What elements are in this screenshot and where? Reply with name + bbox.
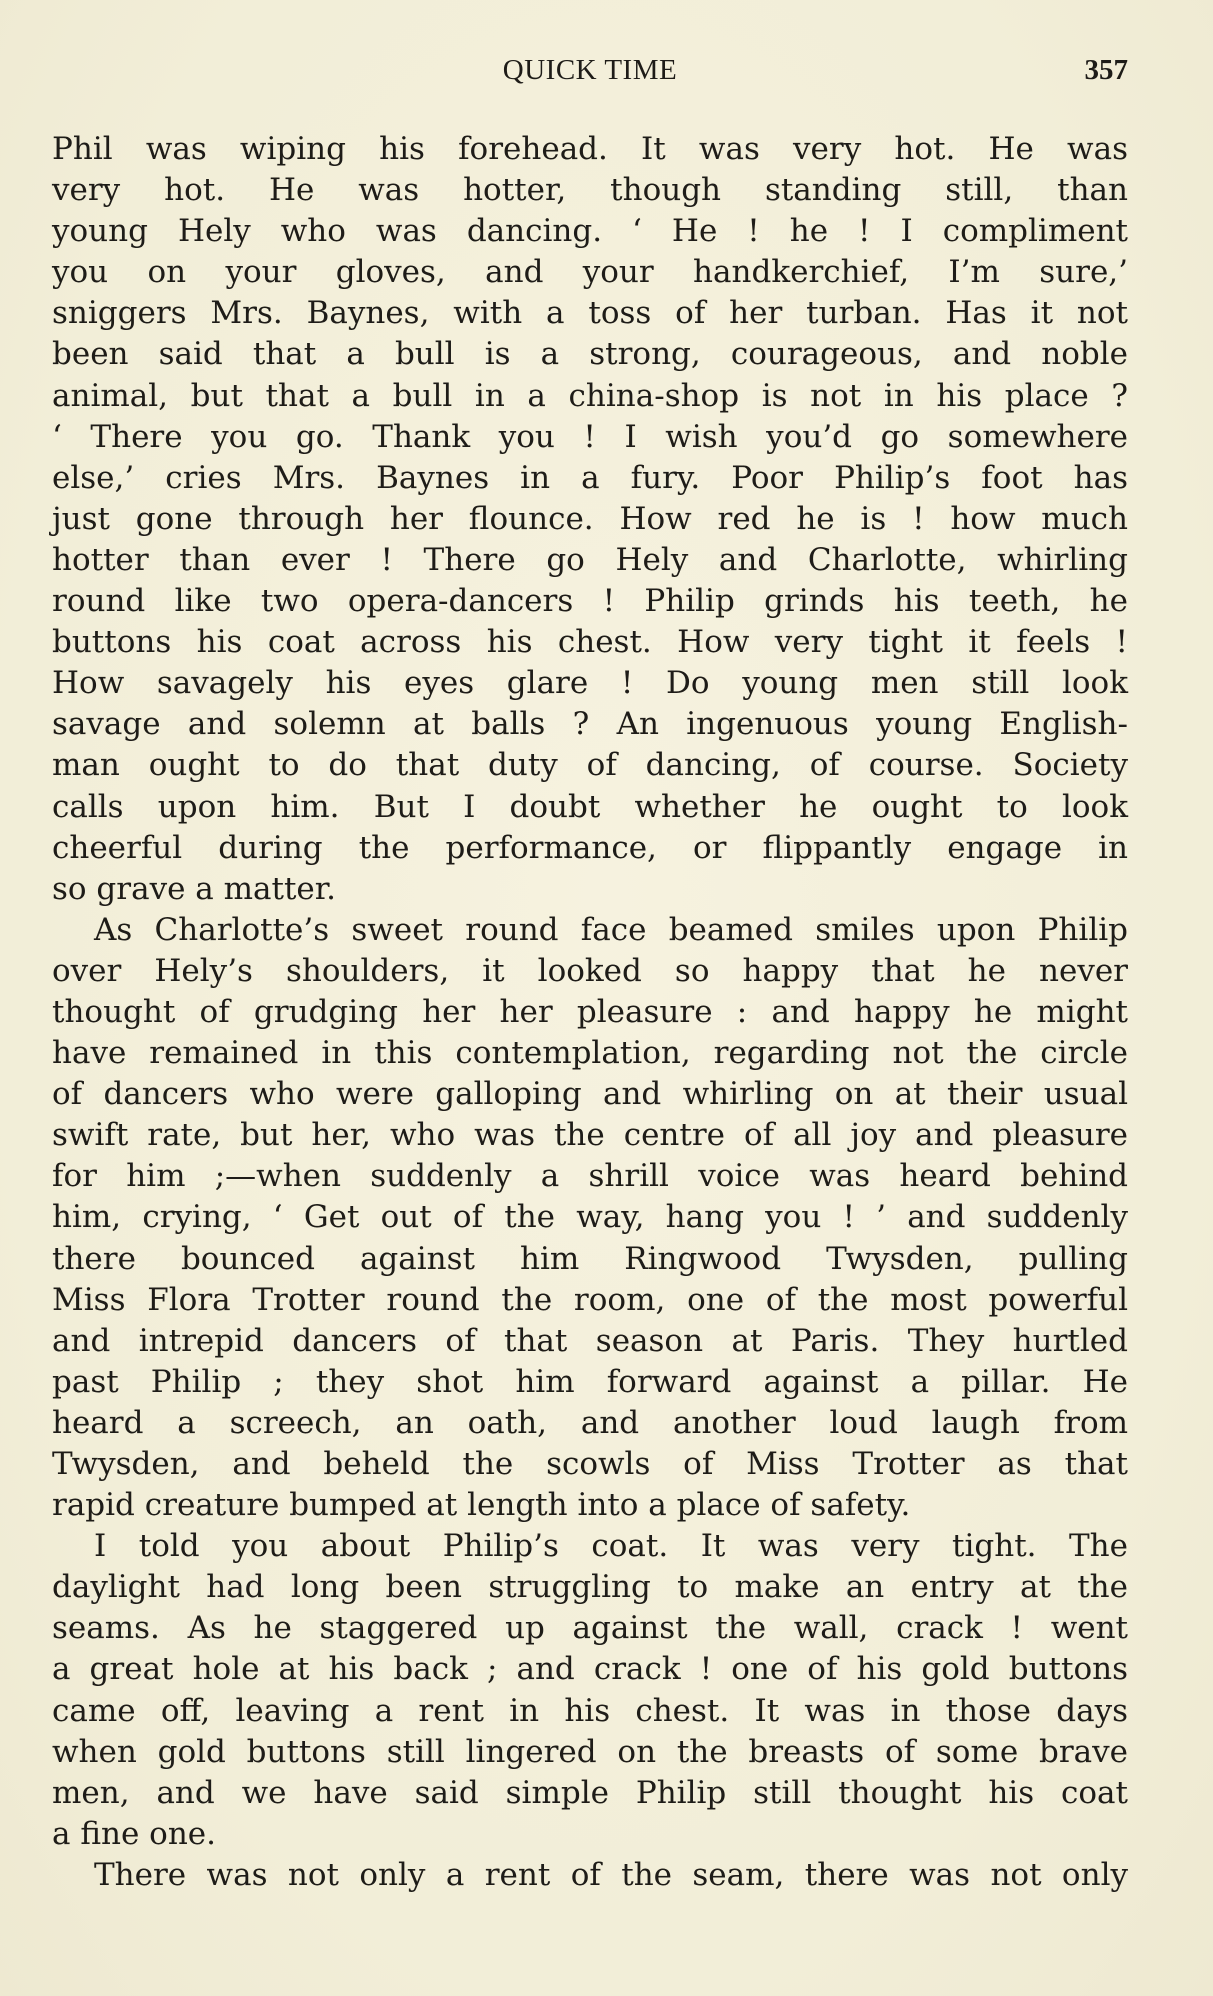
text-line: sniggers Mrs. Baynes, with a toss of her turban. Has it not [52, 295, 1128, 332]
text-line: animal, but that a bull in a china-shop is not in his place ? [52, 377, 1128, 414]
text-line: for him ;—when suddenly a shrill voice was heard behind [52, 1158, 1128, 1195]
text-line: How savagely his eyes glare ! Do young men still look [52, 665, 1128, 702]
text-line: very hot. He was hotter, though standing still, than [52, 172, 1128, 209]
text-line: Phil was wiping his forehead. It was very hot. He was [52, 131, 1128, 167]
text-line: so grave a matter. [52, 870, 337, 907]
text-line: daylight had long been struggling to make an entry at the [52, 1569, 1128, 1606]
text-line: past Philip ; they shot him forward against a pillar. He [52, 1363, 1128, 1400]
running-head [52, 54, 1128, 94]
text-line: As Charlotte’s sweet round face beamed smiles upon Philip [94, 911, 1128, 948]
text-line: round like two opera-dancers ! Philip grinds his teeth, he [52, 583, 1128, 620]
text-line: been said that a bull is a strong, courageous, and noble [52, 336, 1128, 373]
text-line: else,’ cries Mrs. Baynes in a fury. Poor Philip’s foot has [52, 459, 1128, 496]
text-line: young Hely who was dancing. ‘ He ! he ! I compliment [52, 213, 1128, 250]
text-line: just gone through her flounce. How red he is ! how much [52, 500, 1128, 537]
text-line: a fine one. [52, 1815, 217, 1852]
text-line: hotter than ever ! There go Hely and Charlotte, whirling [52, 541, 1128, 578]
text-line: Twysden, and beheld the scowls of Miss Trotter as that [52, 1446, 1128, 1482]
text-line: swift rate, but her, who was the centre of all joy and pleasure [52, 1117, 1128, 1154]
text-line: rapid creature bumped at length into a place of safety. [52, 1487, 911, 1524]
text-line: have remained in this contemplation, regarding not the circle [52, 1035, 1128, 1072]
text-line: heard a screech, an oath, and another loud laugh from [52, 1404, 1128, 1441]
text-line: there bounced against him Ringwood Twysden, pulling [52, 1240, 1128, 1277]
text-line: I told you about Philip’s coat. It was very tight. The [94, 1528, 1128, 1565]
text-line: when gold buttons still lingered on the breasts of some brave [52, 1733, 1128, 1770]
text-line: him, crying, ‘ Get out of the way, hang you ! ’ and suddenly [52, 1199, 1128, 1236]
running-title: QUICK TIME [502, 54, 678, 86]
page-number: 357 [1084, 54, 1128, 86]
text-line: cheerful during the performance, or flippantly engage in [52, 829, 1128, 866]
text-line: came off, leaving a rent in his chest. It was in those days [52, 1692, 1128, 1729]
text-line: you on your gloves, and your handkerchief, I’m sure,’ [52, 254, 1128, 291]
text-line: thought of grudging her her pleasure : and happy he might [52, 993, 1128, 1030]
text-line: calls upon him. But I doubt whether he ought to look [52, 788, 1128, 825]
text-line: buttons his coat across his chest. How very tight it feels ! [52, 624, 1128, 661]
text-line: There was not only a rent of the seam, there was not only [94, 1856, 1128, 1893]
text-line: ‘ There you go. Thank you ! I wish you’d go somewhere [52, 418, 1128, 455]
text-line: Miss Flora Trotter round the room, one of the most powerful [52, 1281, 1128, 1318]
body-text [52, 129, 1128, 1896]
text-line: man ought to do that duty of dancing, of course. Society [52, 747, 1128, 784]
text-line: savage and solemn at balls ? An ingenuous young English- [52, 706, 1128, 743]
text-line: of dancers who were galloping and whirling on at their usual [52, 1076, 1128, 1113]
text-line: a great hole at his back ; and crack ! one of his gold buttons [52, 1651, 1128, 1688]
text-line: seams. As he staggered up against the wall, crack ! went [52, 1610, 1128, 1647]
text-line: over Hely’s shoulders, it looked so happy that he never [52, 952, 1128, 989]
text-line: men, and we have said simple Philip still thought his coat [52, 1774, 1128, 1811]
text-line: and intrepid dancers of that season at Paris. They hurtled [52, 1322, 1128, 1359]
